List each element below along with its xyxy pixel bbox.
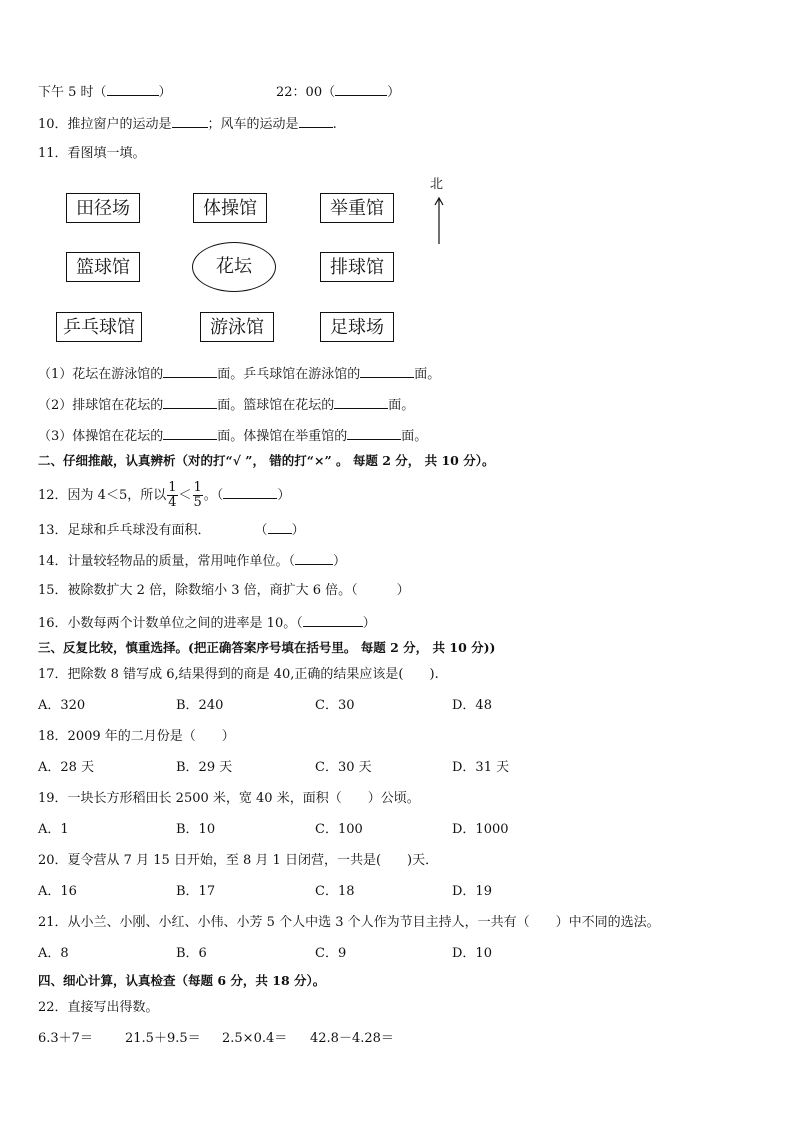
q19-option-c[interactable]: C．100: [315, 822, 363, 837]
box-youyongguan: 游泳馆: [200, 312, 274, 342]
q11-sub1-blank-2[interactable]: [360, 364, 414, 378]
q11-sub1-blank-1[interactable]: [163, 364, 217, 378]
q19-option-a[interactable]: A．1: [38, 822, 69, 837]
question-22-title: 22．直接写出得数。: [38, 1000, 159, 1015]
box-pingpangqiuguan: 乒乓球馆: [56, 312, 142, 342]
q21-option-c[interactable]: C．9: [315, 946, 347, 961]
q11-sub-1: （1）花坛在游泳馆的 面。乒乓球馆在游泳馆的 面。: [38, 364, 440, 384]
question-13: 13．足球和乒乓球没有面积． （ ）: [38, 520, 305, 540]
box-ticaoguan: 体操馆: [193, 193, 267, 223]
fraction-one-quarter: $\frac{1}{4}$: [168, 480, 177, 510]
question-18: 18．2009 年的二月份是（ ）: [38, 729, 235, 744]
q17-option-c[interactable]: C．30: [315, 698, 355, 713]
q18-option-c[interactable]: C．30 天: [315, 760, 372, 775]
question-19: 19．一块长方形稻田长 2500 米，宽 40 米，面积（ ）公顷。: [38, 791, 420, 806]
q20-option-a[interactable]: A．16: [38, 884, 77, 899]
box-paiqiuguan: 排球馆: [320, 252, 394, 282]
q11-sub3-blank-1[interactable]: [163, 426, 217, 440]
q16-answer-blank[interactable]: [303, 613, 363, 627]
q14-answer-blank[interactable]: [295, 551, 333, 565]
box-lanqiuguan: 篮球馆: [66, 252, 140, 282]
north-label: 北: [430, 177, 444, 192]
q18-option-d[interactable]: D．31 天: [452, 760, 510, 775]
time-right-blank[interactable]: [335, 82, 387, 96]
time-left-label: 下午 5 时（: [38, 85, 107, 100]
q20-option-d[interactable]: D．19: [452, 884, 492, 899]
q11-sub2-blank-2[interactable]: [334, 395, 388, 409]
q11-sub-3: （3）体操馆在花坛的 面。体操馆在举重馆的 面。: [38, 426, 427, 446]
q11-sub3-blank-2[interactable]: [347, 426, 401, 440]
section-3-heading: 三、反复比较，慎重选择。(把正确答案序号填在括号里。 每题 2 分， 共 10 分)): [38, 640, 496, 655]
q17-option-d[interactable]: D．48: [452, 698, 492, 713]
q12-answer-blank[interactable]: [223, 485, 277, 499]
time-right-label: 22：00（: [276, 85, 336, 100]
north-arrow-icon: [432, 196, 446, 246]
question-11-title: 11．看图填一填。: [38, 146, 146, 161]
question-14: 14．计量较轻物品的质量，常用吨作单位。（ ）: [38, 551, 346, 571]
question-20: 20．夏令营从 7 月 15 日开始，至 8 月 1 日闭营，一共是( )天．: [38, 853, 439, 868]
q17-option-b[interactable]: B．240: [176, 698, 224, 713]
q10-blank-2[interactable]: [299, 114, 333, 128]
question-21: 21．从小兰、小刚、小红、小伟、小芳 5 个人中选 3 个人作为节目主持人，一共有（ ）中不同的选法。: [38, 915, 660, 930]
fraction-one-fifth: $\frac{1}{5}$: [193, 480, 202, 510]
section-2-heading: 二、仔细推敲，认真辨析（对的打“√ ”， 错的打“×” 。 每题 2 分， 共 10 分）。: [38, 453, 495, 468]
question-16: 16．小数每两个计数单位之间的进率是 10。（ ）: [38, 613, 376, 633]
calc-item-4: 42.8－4.28＝: [310, 1031, 394, 1046]
time-left-blank[interactable]: [107, 82, 159, 96]
box-zuqiuchang: 足球场: [320, 312, 394, 342]
question-10: 10．推拉窗户的运动是 ；风车的运动是 .: [38, 114, 337, 134]
q20-option-b[interactable]: B．17: [176, 884, 216, 899]
q21-option-d[interactable]: D．10: [452, 946, 492, 961]
time-question-line-right: 22：00（ ）: [276, 82, 400, 102]
q21-option-a[interactable]: A．8: [38, 946, 69, 961]
question-15: 15．被除数扩大 2 倍，除数缩小 3 倍，商扩大 6 倍。（ ）: [38, 583, 410, 598]
box-tianjingchang: 田径场: [66, 193, 140, 223]
q20-option-c[interactable]: C．18: [315, 884, 355, 899]
q11-sub-2: （2）排球馆在花坛的 面。篮球馆在花坛的 面。: [38, 395, 414, 415]
time-question-line: 下午 5 时（ ）: [38, 82, 172, 102]
q21-option-b[interactable]: B．6: [176, 946, 207, 961]
calc-item-3: 2.5×0.4＝: [222, 1031, 288, 1046]
section-4-heading: 四、细心计算，认真检查（每题 6 分，共 18 分）。: [38, 973, 326, 988]
q19-option-b[interactable]: B．10: [176, 822, 216, 837]
q17-option-a[interactable]: A．320: [38, 698, 86, 713]
q18-option-a[interactable]: A．28 天: [38, 760, 95, 775]
q11-sub2-blank-1[interactable]: [163, 395, 217, 409]
ellipse-huatan: 花坛: [192, 242, 276, 292]
calc-item-1: 6.3＋7＝: [38, 1031, 93, 1046]
question-12: 12．因为 4＜5，所以 $\frac{1}{4}$ ＜ $\frac{1}{5}$ 。（ ）: [38, 480, 291, 510]
box-juzhongguan: 举重馆: [320, 193, 394, 223]
q13-answer-blank[interactable]: [268, 520, 292, 534]
q10-blank-1[interactable]: [172, 114, 208, 128]
calc-item-2: 21.5＋9.5＝: [125, 1031, 201, 1046]
q19-option-d[interactable]: D．1000: [452, 822, 509, 837]
question-17: 17．把除数 8 错写成 6,结果得到的商是 40,正确的结果应该是( ).: [38, 667, 439, 682]
q18-option-b[interactable]: B．29 天: [176, 760, 233, 775]
